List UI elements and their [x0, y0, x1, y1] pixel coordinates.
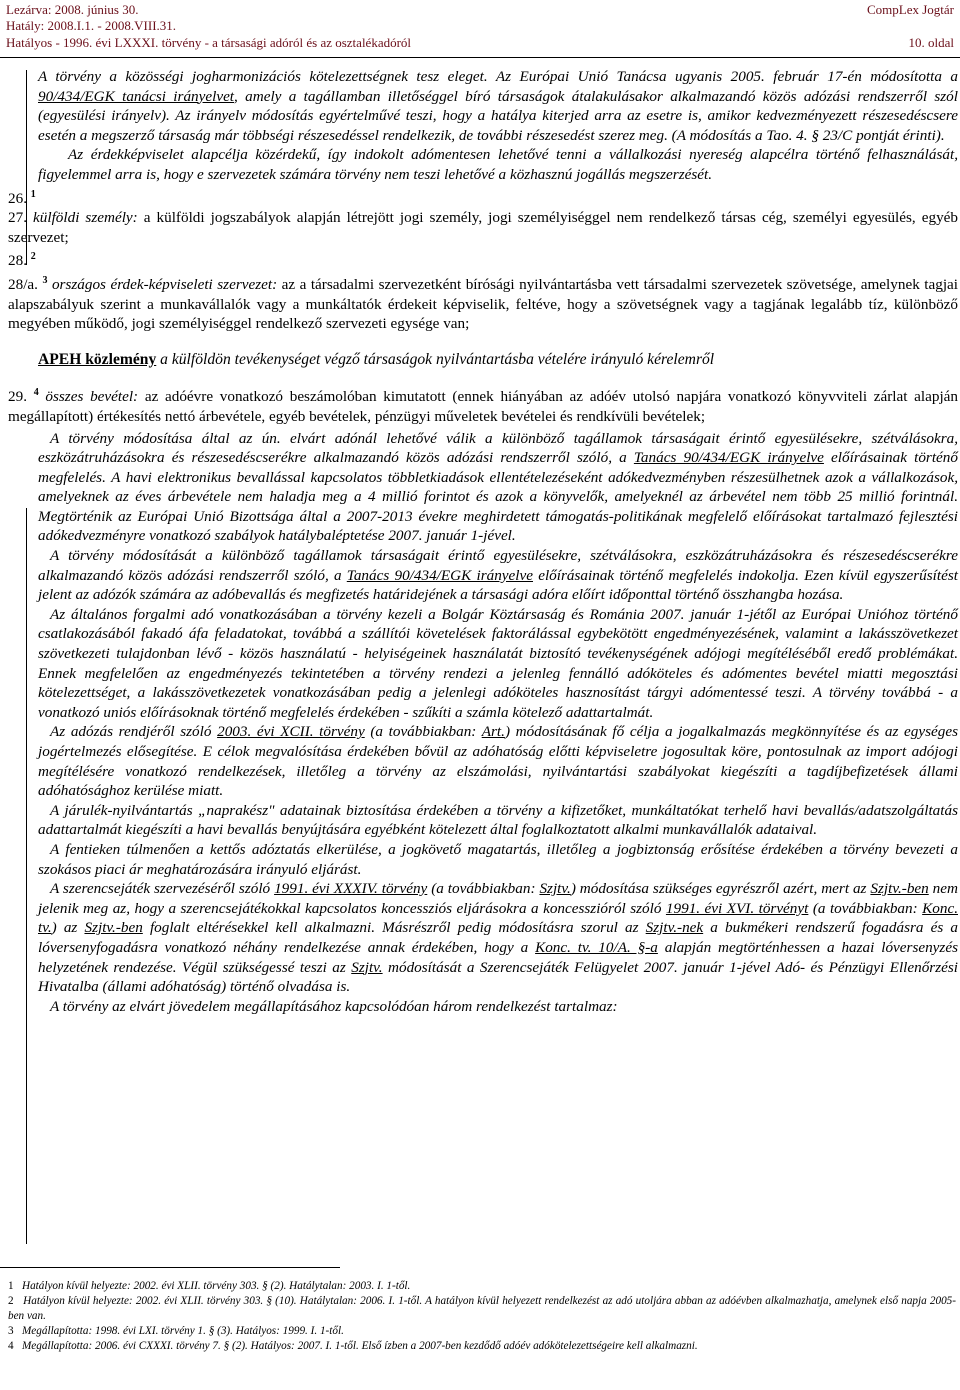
apeh-notice: APEH közlemény a külföldön tevékenységet végző társaságok nyilvántartásba vételére irányuló kérelemről — [38, 350, 715, 368]
commentary-8: A törvény az elvárt jövedelem megállapításához kapcsolódóan három rendelkezést tartalmaz: — [50, 997, 618, 1015]
footnote-ref-2[interactable]: 2 — [30, 251, 36, 263]
commentary-7: A szerencsejáték szervezéséről szóló 1991. évi XXXIV. törvény (a továbbiakban: Szjtv.) módosítása szükséges egyrészről azért, mert az Szjtv.-ben nem jelenik meg az, hogy a szerencsejátékokkal kapcsolatos koncessziós eljárásokra a koncesszióról szóló 1991. évi XVI. törvényt (a továbbiakban: Konc. tv.) az Szjtv.-ben foglalt eltérésekkel kell alkalmazni. Másrészről pedig módosításra szorul az Szjtv.-nek a bukmékeri rendszerű fogadásra és a lóversenyfogadásra vonatkozó néhány rendelkezése annak érdekében, hogy a Konc. tv. 10/A. §-a alapján megtörténhessen a hazai lóversenyzés helyzetének rendezése. Végül szükségessé teszi az Szjtv. módosítását a Szerencsejáték Felügyelet 2007. január 1-jével Adó- és Pénzügyi Ellenőrzési Hivatalba (állami adóhatóság) történő olvadása is. — [38, 880, 958, 996]
link-act-1991-xxxiv[interactable]: 1991. évi XXXIV. törvény — [274, 880, 428, 898]
term-foreign-person: külföldi személy: — [33, 209, 138, 227]
link-act-1991-xvi[interactable]: 1991. évi XVI. törvényt — [665, 899, 809, 917]
point-27: 27. külföldi személy: a külföldi jogszabályok alapján létrejött jogi személy, jogi személyiséggel nem rendelkező társas cég, személyi egyesülés, egyéb szervezet; — [8, 209, 959, 246]
header-law-title: Hatályos - 1996. évi LXXXI. törvény - a társasági adóról és az osztalékadóról — [6, 35, 412, 50]
footnote-1: 1 Hatályon kívül helyezte: 2002. évi XLII. törvény 303. § (2). Hatálytalan: 2003. I. 1-től. — [8, 1280, 411, 1292]
footnote-ref-3[interactable]: 3 — [42, 274, 48, 286]
footnote-4: 4 Megállapította: 2006. évi CXXXI. törvény 7. § (2). Hatályos: 2007. I. 1-től. Első ízben a 2007-ben kezdődő adóév adókötelezettségeire kell alkalmazni. — [8, 1340, 698, 1352]
term-total-revenue: összes bevétel: — [45, 388, 139, 406]
point-28: 28. $^2$ — [8, 251, 36, 270]
link-konc-tv-10a[interactable]: Konc. tv. 10/A. §-a — [535, 938, 658, 956]
link-szjtv-ben-2[interactable]: Szjtv.-ben — [84, 919, 143, 937]
term-national-representation: országos érdek-képviseleti szervezet: — [51, 275, 278, 293]
link-szjtv[interactable]: Szjtv. — [539, 880, 571, 898]
point-28a: 28/a. $^3$ országos érdek-képviseleti szervezet: az a társadalmi szervezetként bírósági nyilvántartásba vett társadalmi szervezetek szövetsége, amelynek tagjai alapszabályuk szerint a munkavállalók vagy a munkáltatók érdekeit képviselik, feltéve, hogy a szövetségnek vagy a tagjának legalább tíz, különböző megyében működő, jogi személyiséggel rendelkező szervezeti egysége van; — [8, 274, 959, 333]
link-art[interactable]: Art. — [481, 723, 505, 741]
point-29: 29. $^4$ összes bevétel: az adóévre vonatkozó beszámolóban kimutatott (ennek hiányában az adóév utolsó napjára vonatkozó könyvviteli zárlat alapján megállapított) értékesítés nettó árbevétele, egyéb bevételek, pénzügyi műveletek bevételei és rendkívüli bevételek; — [8, 387, 959, 425]
commentary-2: A törvény módosítását a különböző tagállamok társaságait érintő egyesülésekre, szétválásokra, eszközátruházásokra és részesedéscserékre alkalmazandó közös adózási rendszerről szóló, a Tanács 90/434/EGK irányelve előírásainak történő megfelelés indokolja. Ezen kívül egyszerűsítést jelent az adózók számára az adóbevallás és megfizetés határidejének a társasági adóra előírt időponttal történő összhangba hozása. — [38, 547, 958, 604]
footnote-2: 2 Hatályon kívül helyezte: 2002. évi XLII. törvény 303. § (10). Hatálytalan: 2006. I. 1-től. A hatályon kívül helyezett rendelkezést az adó utoljára abban az adóévben alkalmazhatja, amelynek első napja 2005-ben van. — [8, 1295, 957, 1322]
link-council-directive-1[interactable]: Tanács 90/434/EGK irányelve — [633, 449, 824, 467]
link-szjtv-nek[interactable]: Szjtv.-nek — [645, 919, 704, 937]
header-closed-date: Lezárva: 2008. június 30. — [6, 2, 139, 17]
document-body — [8, 67, 958, 1016]
footnote-divider — [0, 1267, 340, 1268]
footnote-3: 3 Megállapította: 1998. évi LXI. törvény 1. § (3). Hatályos: 1999. I. 1-től. — [8, 1325, 344, 1337]
link-szjtv-2[interactable]: Szjtv. — [351, 958, 383, 976]
commentary-4: Az adózás rendjéről szóló 2003. évi XCII. törvény (a továbbiakban: Art.) módosításának fő célja a jogalkalmazás megkönnyítése és az egységes jogértelmezés elősegítése. E célok megvalósítása érdekében bővül az adóhatóság előtti képviseletre jogosultak köre, pontosulnak az import adójogi megítélésére vonatkozó rendelkezések, illetőleg a törvény az elszámolási, nyilvántartási szabályokat kiegészíti a tagdíjbefizetések állami adóhatósághoz kerülése miatt. — [38, 723, 958, 800]
link-act-2003-xcii[interactable]: 2003. évi XCII. törvény — [217, 723, 365, 741]
link-directive[interactable]: 90/434/EGK tanácsi irányelvet — [38, 87, 235, 105]
link-council-directive-2[interactable]: Tanács 90/434/EGK irányelve — [346, 566, 533, 584]
commentary-5: A járulék-nyilvántartás „naprakész" adatainak biztosítása érdekében a törvény a kifizetőket, munkáltatókat terhelő havi bevallás/adatszolgáltatás adattartalmát kiegészíti a havi bevallás benyújtására egyébként kötelezett által foglalkoztatott alkalmi munkavállalók adataival. — [38, 801, 958, 839]
header-divider — [0, 57, 960, 58]
header-page-number: 10. oldal — [908, 35, 954, 50]
commentary-1: A törvény módosítása által az ún. elvárt adónál lehetővé válik a különböző tagállamok társaságait érintő egyesülésekre, szétválásokra, eszközátruházásokra és részesedéscserékre alkalmazandó közös adózási rendszerről szóló, a Tanács 90/434/EGK irányelve előírásainak történő megfelelés. A havi elektronikus bevallással kapcsolatos többletkiadások ellentételezéseként adókedvezményben részesülhetnek azok a vállalkozások, amelyeknek az éves árbevétele nem haladja meg a 4 millió forintot és azok a könyvelők, amelyeknél az árbevétel nem több 25 millió forintnál. Megtörténik az Európai Unió Bizottsága által a 2007-2013 évekre meghirdetett támogatás-politikának megfelelő előírásokat tartalmazó fejlesztési adókedvezményre vonatkozó szabályok hatálybaléptetése 2007. január 1-jével. — [38, 429, 958, 545]
commentary-3: Az általános forgalmi adó vonatkozásában a törvény kezeli a Bolgár Köztársaság és Románia 2007. január 1-jétől az Európai Unióhoz történő csatlakozásából fakadó áfa feladatokat, továbbá a szállítói követelések faktorálással egybekötött engedményezésének, valamint a lakásszövetkezet szövetkezeti tulajdonban lévő - közös használatú - helyiségeinek használatát biztosító tevékenységének adójogi megítéléséből eredő problémákat. Ennek megfelelően az engedményezés tekintetében a törvény rendezi a jelenleg fennálló adóköteles és adómentes bevétel miatti megosztási kötelezettséget, a lakásszövetkezetek vonatkozásában pedig a jelenlegi adóköteles hasznosítást tárgyi adómentessé teszi. A törvény továbbá - a vonatkozó uniós előírásoknak történő megfelelés érdekében - szűkíti a számla kötelező adattartalmát. — [38, 605, 958, 721]
link-konc-tv[interactable]: Konc. tv. — [38, 899, 958, 937]
footnote-ref-1[interactable]: 1 — [30, 188, 36, 200]
header-product-name: CompLex Jogtár — [866, 2, 954, 17]
commentary-6: A fentieken túlmenően a kettős adóztatás elkerülése, a jogkövető magatartás, illetőleg a jogbiztonság erősítése érdekében a törvény bevezeti a szokásos piaci ár meghatározására irányuló eljárást. — [38, 840, 958, 878]
paragraph-harmonization: A törvény a közösségi jogharmonizációs kötelezettségnek tesz eleget. Az Európai Unió Tanácsa ugyanis 2005. február 17-én módosította a 90/434/EGK tanácsi irányelvet, amely a tagállamban illetőséggel bíró társaságok átalakulásakor alkalmazandó közös adózási rendszerről szól (egyesülési irányelv). Az irányelv módosítás egyértelművé teszi, hogy a hatálya kiterjed arra az esetre is, amikor kedvezményezett részesedéscsere esetén a megszerző társaság már többségi részesedéssel rendelkezik, de további részesedést szerez meg. (A módosítás a Tao. 4. § 23/C pontját érinti). — [38, 68, 958, 144]
apeh-notice-link[interactable]: APEH közlemény — [38, 350, 157, 368]
footnotes — [8, 1279, 956, 1354]
header-validity: Hatály: 2008.I.1. - 2008.VIII.31. — [6, 18, 177, 33]
link-szjtv-ben-1[interactable]: Szjtv.-ben — [870, 880, 929, 898]
point-26: 26. $^1$ — [8, 188, 36, 207]
footnote-ref-4[interactable]: 4 — [33, 387, 39, 399]
paragraph-interest-representation: Az érdekképviselet alapcélja közérdekű, így indokolt adómentesen lehetővé tenni a vállalkozási nyereség alapcélra történő felhasználását, figyelemmel arra is, hogy e szervezetek számára törvény nem teszi lehetővé a közhasznú jogállás megszerzését. — [38, 146, 958, 183]
